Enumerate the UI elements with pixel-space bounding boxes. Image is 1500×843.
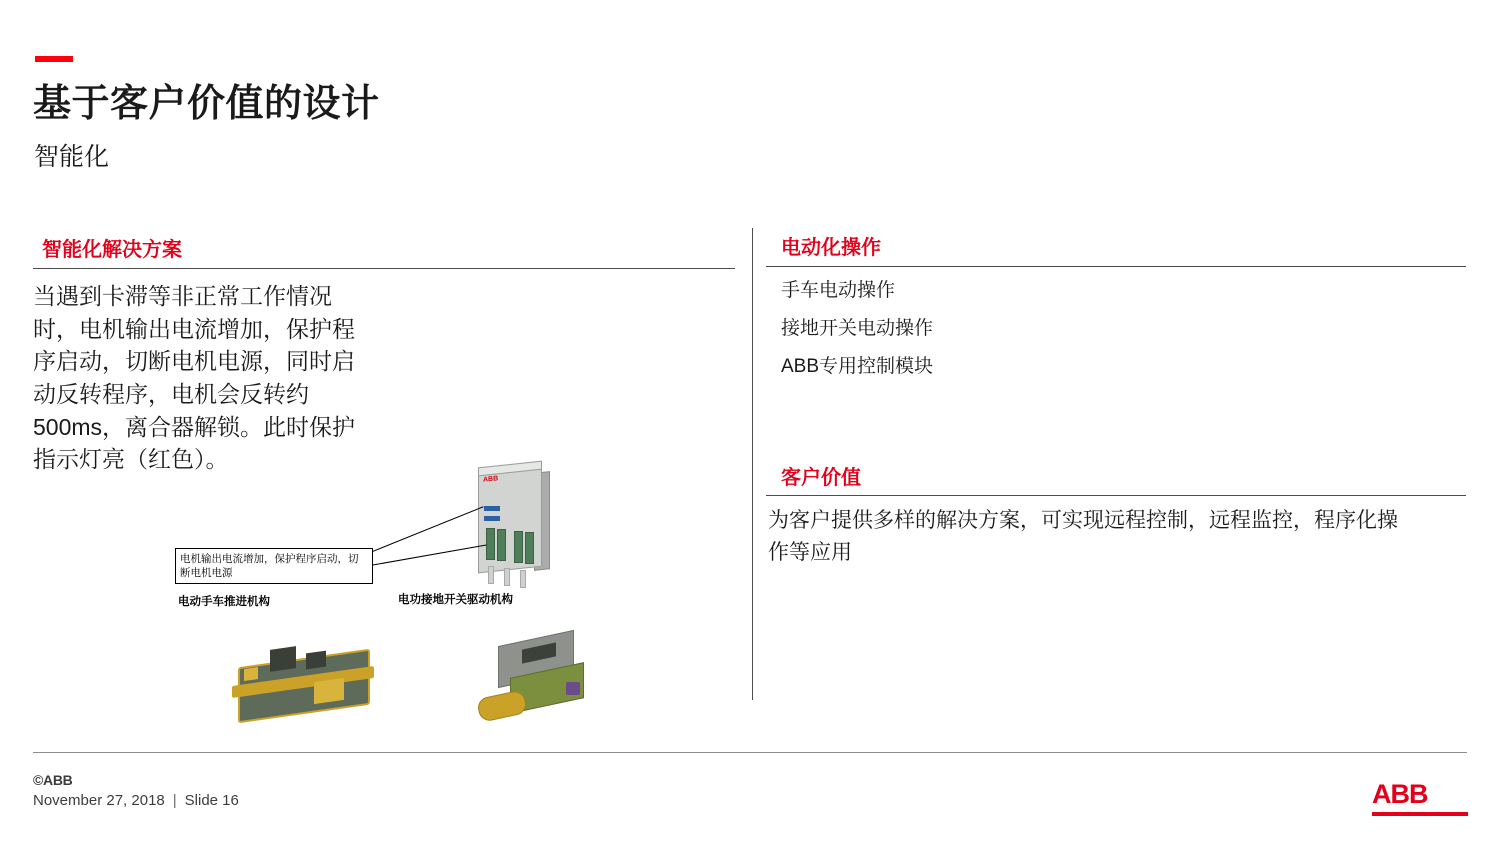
left-section-body: 当遇到卡滞等非正常工作情况时，电机输出电流增加，保护程序启动，切断电机电源，同时启动反转程序，电机会反转约500ms，离合器解锁。此时保护指示灯亮（红色）。: [33, 283, 356, 473]
column-divider: [752, 228, 753, 700]
figure-label-right: 电功接地开关驱动机构: [398, 594, 513, 606]
mech1-gold-tab: [244, 667, 258, 681]
left-section-heading: 智能化解决方案: [42, 239, 182, 261]
abb-logo: [1372, 779, 1468, 816]
list-item: 手车电动操作: [781, 280, 896, 301]
module-vent-2: [497, 529, 506, 561]
abb-logo-underline: [1372, 812, 1468, 816]
control-module-illustration: [470, 462, 550, 582]
footer-meta: [33, 792, 239, 809]
page-subtitle: 智能化: [34, 143, 110, 171]
figure-callout: 电机输出电流增加，保护程序启动，切断电机电源: [175, 548, 373, 584]
page-title: 基于客户价值的设计: [33, 83, 380, 125]
mech2-connector: [566, 682, 580, 695]
module-vent-3: [514, 531, 523, 563]
callout-leader-line-lower: [370, 545, 486, 566]
module-vent-4: [525, 532, 534, 564]
figure-group: [170, 440, 730, 740]
copyright-label: ©ABB: [33, 772, 73, 788]
figure-label-left: 电动手车推进机构: [178, 596, 270, 608]
right-section-1-divider: [766, 266, 1466, 267]
abb-logo-text: ABB: [1372, 779, 1428, 809]
title-accent-dash: [35, 56, 73, 62]
module-indicator-a: [484, 506, 500, 511]
right-section-2-body: 为客户提供多样的解决方案，可实现远程控制，远程监控，程序化操作等应用: [768, 509, 1398, 564]
left-section-divider: [33, 268, 735, 269]
earthing-switch-drive-illustration: [470, 630, 610, 735]
callout-leader-line-upper: [370, 506, 483, 553]
trolley-drive-mechanism-illustration: [230, 632, 380, 732]
list-item: 接地开关电动操作: [781, 318, 934, 339]
mech1-block-b: [306, 651, 326, 670]
footer-separator: |: [172, 792, 177, 809]
mech2-output-shaft: [476, 689, 528, 722]
module-pin-1: [488, 566, 494, 584]
right-section-2-heading: 客户价值: [781, 467, 861, 489]
module-pin-3: [520, 570, 526, 588]
module-brand-label: ABB: [483, 475, 499, 484]
list-item: ABB专用控制模块: [781, 356, 934, 377]
mech1-gold-block: [314, 678, 344, 704]
footer-date: November 27, 2018: [33, 792, 165, 809]
footer-divider: [33, 752, 1467, 753]
module-vent-1: [486, 528, 495, 560]
module-pin-2: [504, 568, 510, 586]
right-section-2-divider: [766, 495, 1466, 496]
right-section-1-list: [781, 281, 933, 395]
right-section-1-heading: 电动化操作: [781, 237, 881, 259]
mech1-block-a: [270, 646, 296, 672]
module-indicator-b: [484, 516, 500, 521]
footer-slide-number: Slide 16: [184, 792, 239, 809]
